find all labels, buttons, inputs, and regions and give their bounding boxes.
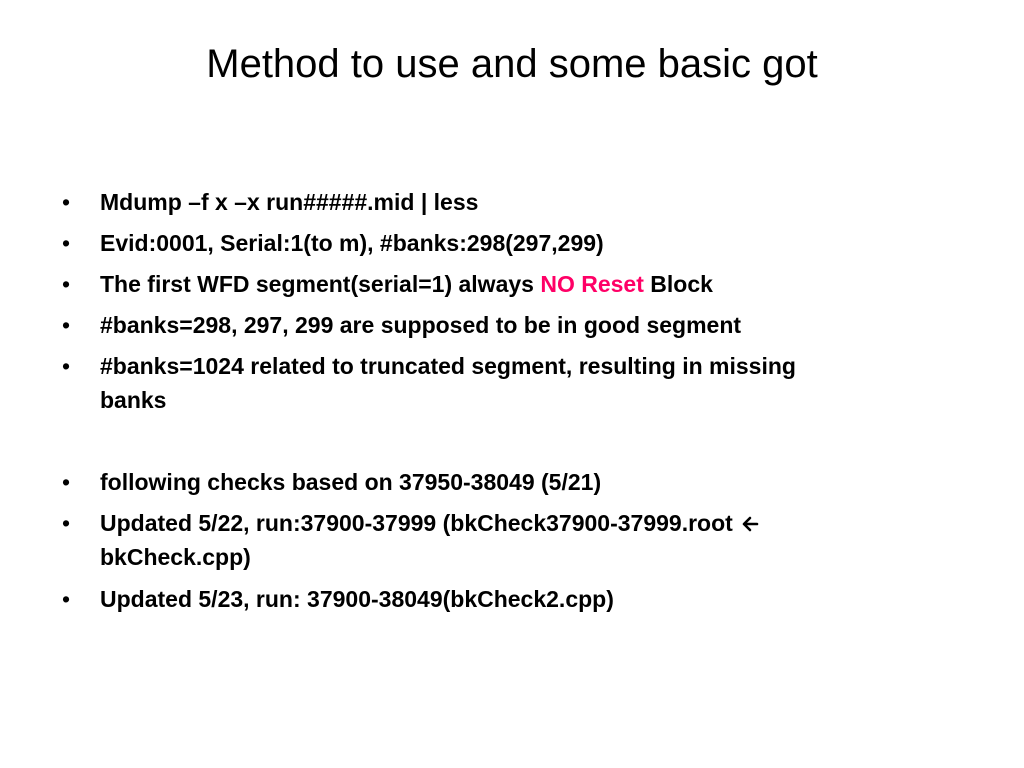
bullet-glyph: • [62,189,71,215]
bullet-text: Mdump –f x –x run#####.mid | less [100,189,479,215]
slide-title: Method to use and some basic got [206,42,818,86]
bullet-text [100,267,990,301]
bullet-text: Evid:0001, Serial:1(to m), #banks:298(297,299) [100,230,604,256]
bullet-glyph: • [62,271,71,297]
bullet-text-line2: banks [100,387,167,413]
bullet-glyph: • [62,510,71,536]
bullet-text-line1: #banks=1024 related to truncated segment, resulting in missing [100,353,796,379]
bullet-text: #banks=298, 297, 299 are supposed to be in good segment [100,312,742,338]
bullet-glyph: • [62,586,71,612]
bullet-text [100,506,990,574]
bullet-glyph: • [62,230,71,256]
bullet-text: following checks based on 37950-38049 (5/21) [100,469,602,495]
bullet-glyph: • [62,469,71,495]
left-arrow-icon [741,515,759,533]
bullet-text [100,349,990,417]
bullet-glyph: • [62,353,71,379]
bullet-text-before: The first WFD segment(serial=1) always [100,271,541,297]
bullet-text-line2: bkCheck.cpp) [100,544,251,570]
bullet-text-line1: Updated 5/22, run:37900-37999 (bkCheck37900-37999.root [100,510,740,536]
no-reset-highlight: NO Reset [540,271,644,297]
bullet-glyph: • [62,312,71,338]
bullet-text: Updated 5/23, run: 37900-38049(bkCheck2.cpp) [100,586,614,612]
bullet-text-after: Block [643,271,713,297]
